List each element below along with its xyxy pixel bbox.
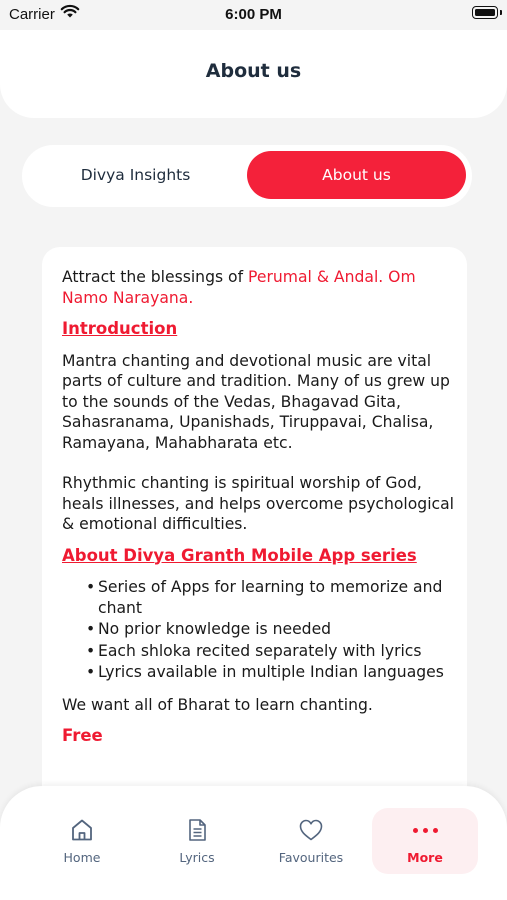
- bottom-tab-bar: [0, 786, 507, 900]
- heart-icon: [258, 816, 364, 844]
- tab-home-label: Home: [63, 850, 101, 865]
- intro-highlight: Perumal & Andal. Om Namo Narayana.: [62, 268, 416, 307]
- list-item: • Lyrics available in multiple Indian languages: [86, 662, 454, 683]
- intro-prefix: Attract the blessings of: [62, 268, 249, 286]
- tab-more-label: More: [407, 850, 443, 865]
- list-item: • No prior knowledge is needed: [86, 619, 454, 640]
- tab-favourites-label: Favourites: [278, 850, 344, 865]
- paragraph-chanting: Rhythmic chanting is spiritual worship of God, heals illnesses, and helps overcome psychological & emotional difficulties.: [62, 474, 454, 533]
- feature-list: [62, 577, 454, 683]
- segment-divya-insights[interactable]: Divya Insights: [80, 166, 191, 184]
- tab-lyrics[interactable]: [144, 808, 250, 874]
- page-title: About us: [205, 60, 302, 82]
- battery-icon: [472, 6, 498, 19]
- status-bar: [0, 0, 507, 30]
- document-icon: [144, 816, 250, 844]
- intro-line: [62, 267, 454, 308]
- about-content: [62, 267, 454, 747]
- home-icon: [29, 816, 135, 844]
- list-item: • Each shloka recited separately with lyrics: [86, 641, 454, 662]
- segmented-control: [22, 145, 472, 207]
- tab-more[interactable]: [372, 808, 478, 874]
- paragraph-mission: We want all of Bharat to learn chanting.: [62, 695, 373, 714]
- tab-home[interactable]: [29, 808, 135, 874]
- segment-about-us[interactable]: About us: [247, 151, 466, 199]
- nav-header: [0, 30, 507, 118]
- heading-app-series: About Divya Granth Mobile App series: [62, 545, 417, 565]
- tab-favourites[interactable]: [258, 808, 364, 874]
- more-dots-icon: [372, 816, 478, 844]
- heading-free: Free: [62, 726, 103, 745]
- paragraph-introduction: Mantra chanting and devotional music are vital parts of culture and tradition. Many of us grew up to the sounds of the Vedas, Bhagavad Gita, Sahasranama, Upanishads, Tiruppavai, Chalisa, Ramayana, Mahabharata etc.: [62, 351, 450, 452]
- status-time: 6:00 PM: [225, 6, 282, 23]
- list-item: • Series of Apps for learning to memorize and chant: [86, 577, 454, 618]
- carrier-label: Carrier: [9, 6, 55, 23]
- battery-tip: [500, 10, 502, 15]
- heading-introduction: Introduction: [62, 319, 178, 338]
- about-content-card: [42, 247, 467, 807]
- tab-lyrics-label: Lyrics: [179, 850, 215, 865]
